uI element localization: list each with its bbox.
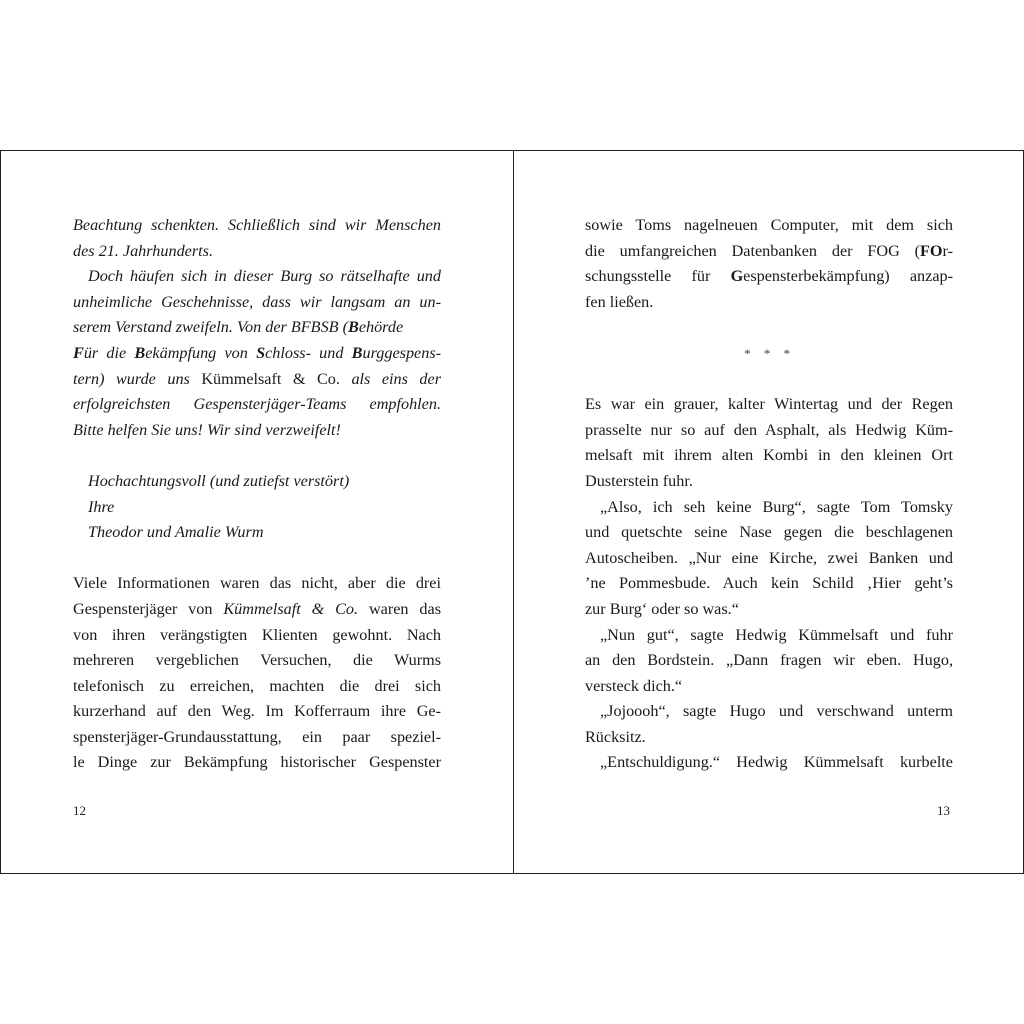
text-line: serem Verstand zweifeln. Von der BFBSB ( — [73, 318, 348, 337]
page-number: 13 — [937, 803, 950, 818]
text-line: Rücksitz. — [585, 727, 646, 746]
text-line — [73, 597, 441, 623]
text-run: urggespens- — [362, 343, 441, 362]
text-line — [585, 239, 953, 265]
text-line: Es war ein grauer, kalter Wintertag und der Regen — [585, 395, 953, 414]
text-line: prasselte nur so auf den Asphalt, als Hedwig Küm- — [585, 420, 953, 439]
text-line — [585, 264, 953, 290]
blank-line — [585, 367, 953, 393]
text-run: als eins der — [339, 369, 441, 388]
text-line — [73, 315, 441, 341]
narrative-paragraph — [73, 623, 441, 777]
acronym-letter: B — [348, 318, 359, 337]
blank-line — [585, 315, 953, 341]
text-line: zur Burg‘ oder so was.“ — [585, 599, 739, 618]
text-run: Gespensterjäger von — [73, 599, 224, 618]
text-line: „Entschuldigung.“ Hedwig Kümmelsaft kurbelte — [600, 753, 953, 772]
text-line: Bitte helfen Sie uns! Wir sind verzweifelt! — [73, 420, 341, 439]
text-run: chloss- und — [265, 343, 352, 362]
text-line: von ihren verängstigten Klienten gewohnt. Nach — [73, 625, 441, 644]
text-line: Viele Informationen waren das nicht, aber die drei — [73, 574, 441, 593]
acronym-letter: S — [256, 343, 266, 362]
text-line: und quetschte seine Nase gegen die beschlagenen — [585, 523, 953, 542]
letter-paragraph — [73, 392, 441, 443]
signoff-line: Theodor und Amalie Wurm — [88, 523, 264, 542]
text-line: Dusterstein fuhr. — [585, 471, 693, 490]
company-name: Kümmelsaft & Co. — [201, 369, 340, 388]
blank-line — [73, 546, 441, 572]
letter-signoff — [73, 469, 441, 546]
signoff-line: Hochachtungsvoll (und zutiefst verstört) — [88, 471, 350, 490]
text-line: „Jojoooh“, sagte Hugo und verschwand unterm — [600, 702, 953, 721]
acronym-letter: B — [134, 343, 146, 362]
left-text-column — [73, 213, 441, 776]
text-run: r- — [942, 241, 953, 260]
acronym-letter: F — [73, 343, 84, 362]
text-line: ’ne Pommesbude. Auch kein Schild ‚Hier geht’s — [585, 574, 953, 593]
text-line: unheimliche Geschehnisse, dass wir langsam an un- — [73, 292, 441, 311]
text-line: mehreren vergeblichen Versuchen, die Wurms — [73, 651, 441, 670]
text-line: „Nun gut“, sagte Hedwig Kümmelsaft und fuhr — [600, 625, 953, 644]
text-line: Doch häufen sich in dieser Burg so rätselhafte und — [88, 267, 441, 286]
text-line: an den Bordstein. „Dann fragen wir eben. Hugo, — [585, 651, 953, 670]
text-line: versteck dich.“ — [585, 676, 683, 695]
right-page — [514, 151, 1024, 873]
acronym-letter: G — [730, 267, 744, 286]
text-run: espensterbekämpfung) anzap- — [743, 267, 953, 286]
section-separator: * * * — [743, 345, 795, 361]
text-line — [73, 341, 441, 367]
right-text-column — [585, 213, 953, 776]
company-name: Kümmelsaft & Co. — [223, 599, 359, 618]
blank-line — [73, 443, 441, 469]
text-run: waren das — [358, 599, 441, 618]
acronym-letter: FO — [920, 241, 943, 260]
text-line: spensterjäger-Grundausstattung, ein paar speziel- — [73, 727, 441, 746]
text-line: kurzerhand auf den Weg. Im Kofferraum ihre Ge- — [73, 702, 441, 721]
text-line: le Dinge zur Bekämpfung historischer Gespenster — [73, 753, 441, 772]
letter-paragraph — [73, 213, 441, 264]
signoff-line: Ihre — [88, 497, 115, 516]
text-line: erfolgreichsten Gespensterjäger-Teams empfohlen. — [73, 395, 441, 414]
text-run: die umfangreichen Datenbanken der FOG ( — [585, 241, 921, 260]
text-line — [73, 367, 441, 393]
text-line: telefonisch zu erreichen, machten die drei sich — [73, 676, 441, 695]
text-line: des 21. Jahrhunderts. — [73, 241, 213, 260]
text-run: schungsstelle für — [585, 267, 731, 286]
text-run: ür die — [83, 343, 135, 362]
text-line: fen ließen. — [585, 292, 654, 311]
page-number: 12 — [73, 803, 86, 818]
text-line: melsaft mit ihrem alten Kombi in den kleinen Ort — [585, 446, 953, 465]
narrative-paragraph — [585, 392, 953, 776]
text-line: Autoscheiben. „Nur eine Kirche, zwei Banken und — [585, 548, 953, 567]
text-line: sowie Toms nagelneuen Computer, mit dem sich — [585, 216, 953, 234]
text-run: ekämpfung von — [145, 343, 257, 362]
acronym-letter: B — [351, 343, 363, 362]
book-spread — [0, 150, 1024, 874]
left-page — [1, 151, 513, 873]
text-run: tern) wurde uns — [73, 369, 202, 388]
text-line: „Also, ich seh keine Burg“, sagte Tom Tomsky — [600, 497, 953, 516]
text-line: Beachtung schenkten. Schließlich sind wir Menschen — [73, 216, 441, 234]
text-run: ehörde — [358, 318, 404, 337]
